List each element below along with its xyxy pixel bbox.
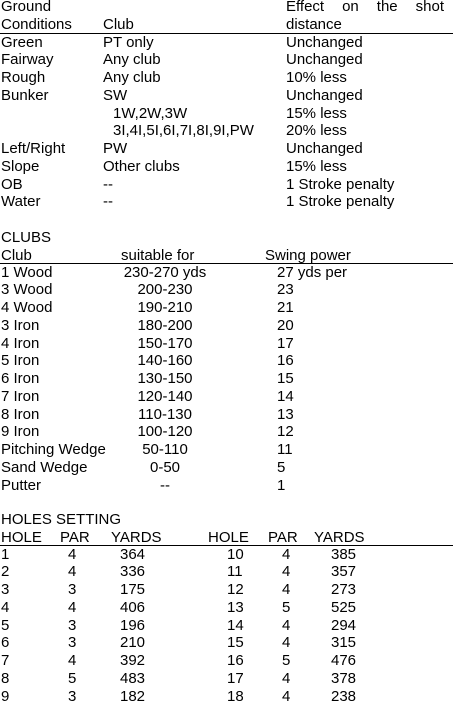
hole-cell: 14 [227, 616, 244, 634]
par-cell: 4 [282, 634, 291, 652]
table-row [0, 51, 453, 69]
table-row [0, 352, 453, 370]
table-row [0, 688, 453, 706]
power-cell: 21 [277, 299, 294, 316]
table-row [0, 281, 453, 299]
club-cell: Any club [103, 51, 161, 69]
club-cell: PT only [103, 33, 154, 51]
yards-cell: 392 [120, 652, 146, 669]
table-row [0, 563, 453, 581]
hole-col-header-left: HOLE [1, 528, 42, 546]
hole-cell: 3 [1, 581, 10, 598]
suitable-cell: 110-130 [138, 405, 192, 423]
table-row [0, 634, 453, 652]
table-row [0, 546, 453, 564]
effect-cell: 1 Stroke penalty [286, 193, 395, 211]
club-cell: -- [103, 175, 113, 193]
yards-cell: 273 [331, 581, 357, 598]
ground-cell: Slope [1, 157, 40, 175]
effect-cell: 10% less [286, 69, 347, 86]
suitable-cell: -- [160, 476, 170, 494]
hole-cell: 1 [1, 545, 10, 563]
yards-cell: 196 [120, 616, 146, 634]
yards-cell: 525 [331, 598, 357, 616]
hole-cell: 10 [227, 545, 244, 563]
table-row [0, 193, 453, 211]
par-cell: 4 [68, 563, 77, 581]
hole-cell: 17 [227, 669, 244, 687]
table-row [0, 299, 453, 317]
club-name-cell: 5 Iron [1, 352, 40, 370]
club-name-cell: 4 Iron [1, 334, 40, 352]
par-cell: 5 [282, 652, 291, 669]
power-cell: 15 [277, 370, 294, 387]
yards-cell: 406 [120, 598, 146, 616]
table-row [0, 176, 453, 194]
yards-cell: 315 [331, 634, 357, 652]
suitable-cell: 130-150 [137, 370, 193, 387]
table-row [0, 459, 453, 477]
par-cell: 4 [68, 652, 77, 669]
hole-cell: 15 [227, 634, 244, 652]
table-row [0, 599, 453, 617]
hole-cell: 7 [1, 652, 10, 669]
par-cell: 4 [282, 563, 291, 581]
suitable-cell: 0-50 [149, 458, 181, 476]
ground-cell: Water [1, 193, 41, 211]
power-cell: 20 [277, 316, 294, 334]
hole-cell: 11 [227, 563, 243, 581]
table-row [0, 370, 453, 388]
power-cell: 5 [277, 458, 286, 476]
power-cell: 23 [277, 281, 294, 299]
hole-cell: 8 [1, 669, 10, 687]
table-row [0, 388, 453, 406]
ground-cell: OB [1, 175, 23, 193]
conditions-header-row-2 [0, 16, 453, 34]
club-col-header: Club [1, 246, 32, 264]
club-name-cell: Sand Wedge [1, 458, 88, 476]
suitable-cell: 230-270 yds [123, 263, 207, 281]
club-name-cell: 4 Wood [1, 299, 53, 316]
table-row [0, 317, 453, 335]
hole-cell: 5 [1, 616, 10, 634]
effect-cell: 20% less [286, 122, 347, 140]
table-row [0, 617, 453, 635]
effect-cell: Unchanged [286, 140, 363, 157]
club-name-cell: Pitching Wedge [1, 441, 106, 458]
club-name-cell: 1 Wood [1, 263, 53, 281]
table-row [0, 105, 453, 123]
par-cell: 3 [68, 687, 77, 705]
table-row [0, 652, 453, 670]
table-row [0, 406, 453, 424]
suitable-cell: 190-210 [137, 299, 193, 316]
effect-cell: 15% less [286, 157, 347, 175]
table-row [0, 335, 453, 353]
par-cell: 5 [68, 669, 77, 687]
conditions-header-row-1 [0, 0, 453, 16]
table-row [0, 581, 453, 599]
table-row [0, 122, 453, 140]
ground-cell: Bunker [1, 86, 49, 104]
yards-cell: 357 [331, 563, 357, 581]
yards-col-header-right: YARDS [314, 528, 365, 546]
club-name-cell: 3 Wood [1, 281, 53, 299]
effect-cell: Unchanged [286, 86, 363, 104]
power-cell: 11 [277, 441, 293, 458]
holes-title: HOLES SETTING [1, 511, 122, 528]
suitable-cell: 120-140 [137, 387, 193, 405]
yards-cell: 238 [331, 687, 357, 705]
hole-col-header-right: HOLE [208, 528, 249, 546]
table-row [0, 69, 453, 87]
table-row [0, 87, 453, 105]
yards-cell: 483 [120, 669, 146, 687]
table-row [0, 158, 453, 176]
suitable-cell: 100-120 [137, 423, 193, 441]
clubs-title-row [0, 229, 453, 247]
club-name-cell: 6 Iron [1, 370, 40, 387]
table-row [0, 423, 453, 441]
yards-cell: 175 [120, 581, 146, 598]
effect-header: Effect on the shot [286, 0, 444, 15]
yards-cell: 378 [331, 669, 357, 687]
suitable-cell: 180-200 [137, 316, 193, 334]
club-name-cell: 3 Iron [1, 316, 40, 334]
par-cell: 4 [68, 598, 77, 616]
ground-cell: Rough [1, 69, 46, 86]
effect-cell: 15% less [286, 104, 347, 122]
yards-cell: 336 [120, 563, 146, 581]
suitable-cell: 140-160 [137, 352, 193, 370]
par-cell: 5 [282, 598, 291, 616]
distance-header: distance [286, 15, 342, 33]
yards-col-header-left: YARDS [111, 528, 162, 546]
suitable-cell: 150-170 [137, 334, 193, 352]
hole-cell: 6 [1, 634, 10, 652]
table-row [0, 264, 453, 282]
yards-cell: 294 [331, 616, 357, 634]
club-cell: -- [103, 193, 113, 211]
yards-cell: 476 [331, 652, 357, 669]
par-col-header-left: PAR [60, 528, 90, 546]
hole-cell: 4 [1, 598, 10, 616]
conditions-header: Conditions [1, 15, 72, 33]
suitable-col-header: suitable for [121, 246, 195, 264]
power-cell: 27 yds per [277, 263, 348, 281]
club-cell: 1W,2W,3W [113, 104, 188, 122]
hole-cell: 2 [1, 563, 10, 581]
yards-cell: 385 [331, 545, 357, 563]
suitable-cell: 50-110 [142, 441, 188, 458]
table-row [0, 477, 453, 495]
club-name-cell: 9 Iron [1, 423, 40, 441]
hole-cell: 9 [1, 687, 10, 705]
club-name-cell: Putter [1, 476, 42, 494]
par-cell: 4 [282, 669, 291, 687]
club-header: Club [103, 15, 134, 33]
power-cell: 17 [277, 334, 294, 352]
hole-cell: 16 [227, 652, 244, 669]
table-row [0, 670, 453, 688]
hole-cell: 12 [227, 581, 244, 598]
holes-title-row [0, 511, 453, 529]
power-col-header: Swing power [265, 246, 351, 264]
yards-cell: 210 [120, 634, 146, 652]
ground-cell: Green [1, 33, 43, 51]
club-name-cell: 7 Iron [1, 387, 40, 405]
hole-cell: 18 [227, 687, 244, 705]
table-row [0, 140, 453, 158]
club-cell: SW [103, 86, 128, 104]
club-cell: Any club [103, 69, 161, 86]
hole-cell: 13 [227, 598, 244, 616]
par-cell: 4 [282, 687, 291, 705]
table-row [0, 34, 453, 52]
club-cell: 3I,4I,5I,6I,7I,8I,9I,PW [113, 122, 254, 140]
table-row [0, 441, 453, 459]
effect-cell: 1 Stroke penalty [286, 175, 395, 193]
club-cell: Other clubs [103, 157, 180, 175]
clubs-title: CLUBS [1, 229, 52, 246]
club-cell: PW [103, 140, 128, 157]
ground-cell: Fairway [1, 51, 54, 69]
par-cell: 3 [68, 616, 77, 634]
yards-cell: 364 [120, 545, 146, 563]
power-cell: 12 [277, 423, 294, 441]
power-cell: 14 [277, 387, 294, 405]
suitable-cell: 200-230 [137, 281, 193, 299]
par-cell: 4 [282, 581, 291, 598]
holes-header-row [0, 529, 453, 547]
ground-cell: Left/Right [1, 140, 66, 157]
clubs-header-row [0, 247, 453, 265]
ground-header: Ground [1, 0, 52, 15]
par-cell: 4 [68, 545, 77, 563]
effect-cell: Unchanged [286, 51, 363, 69]
yards-cell: 182 [120, 687, 146, 705]
effect-cell: Unchanged [286, 33, 363, 51]
power-cell: 1 [277, 476, 286, 494]
par-cell: 3 [68, 581, 77, 598]
power-cell: 16 [277, 352, 294, 370]
par-col-header-right: PAR [268, 528, 298, 546]
par-cell: 4 [282, 545, 291, 563]
par-cell: 3 [68, 634, 77, 652]
par-cell: 4 [282, 616, 291, 634]
power-cell: 13 [277, 405, 294, 423]
club-name-cell: 8 Iron [1, 405, 40, 423]
